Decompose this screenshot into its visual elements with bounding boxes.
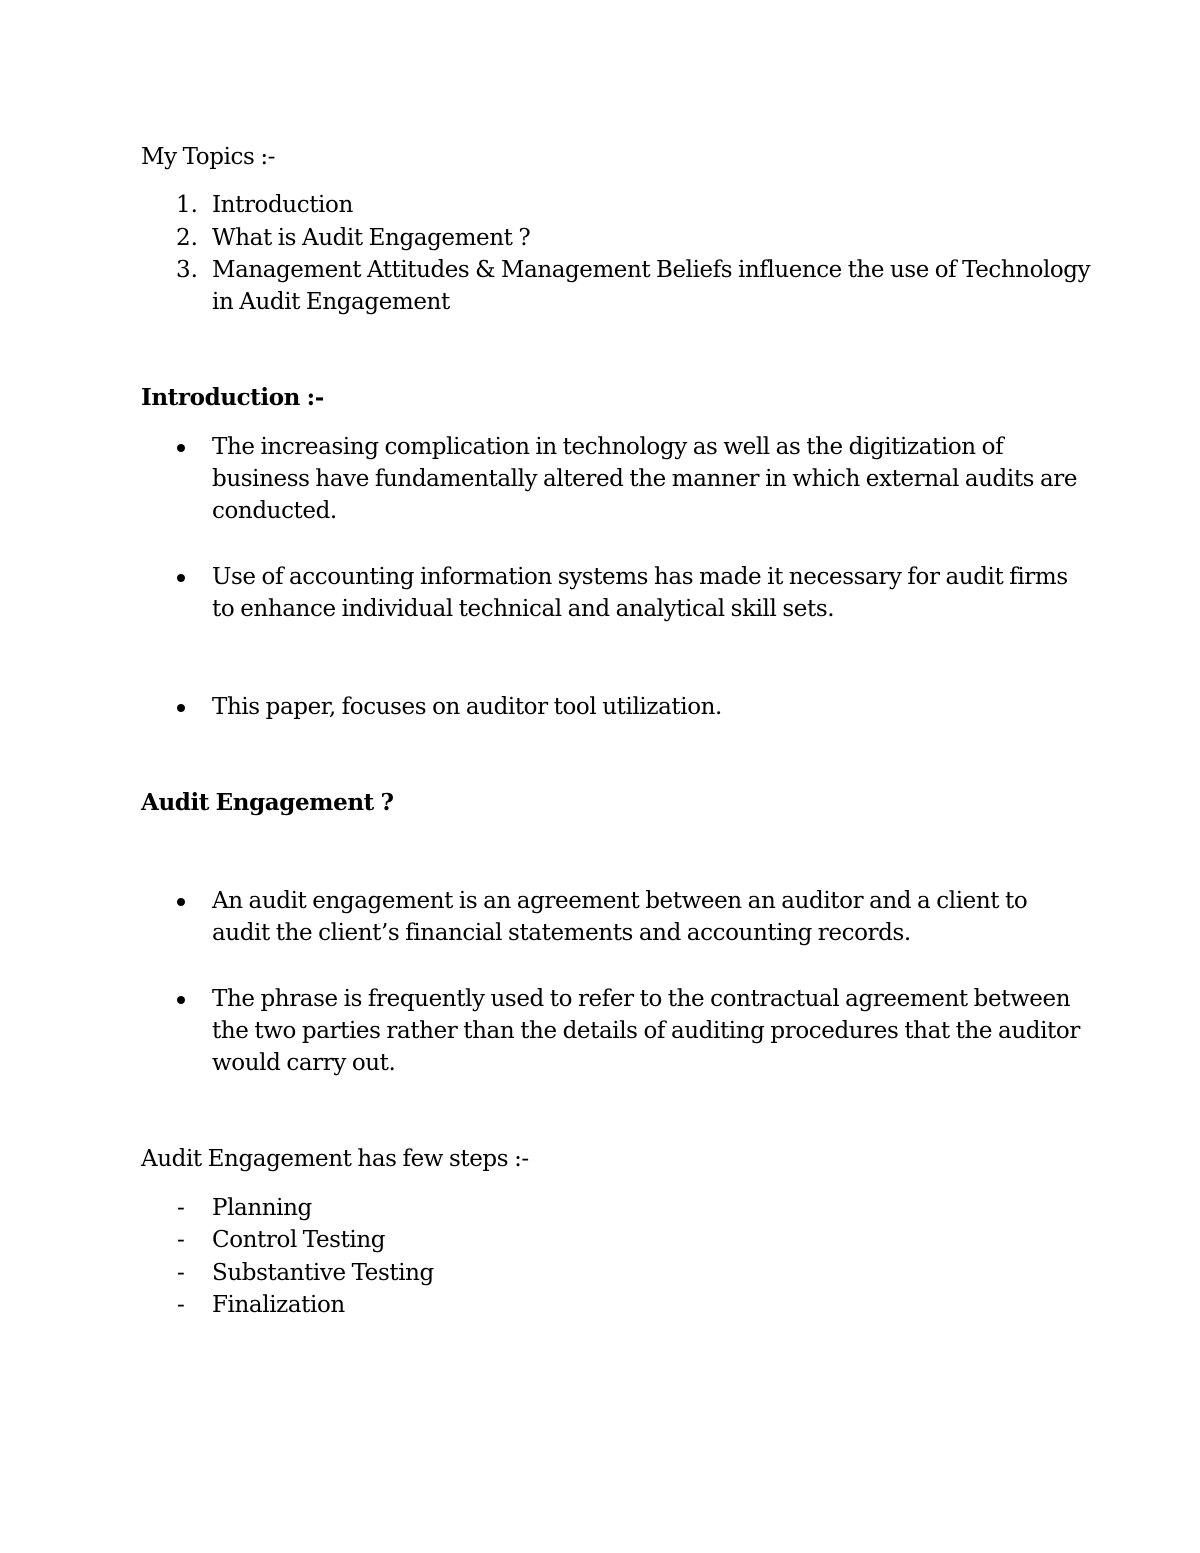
bullet-icon	[177, 704, 185, 712]
list-item-text: Use of accounting information systems has made it necessary for audit firms	[212, 564, 1068, 590]
topic-number: 2.	[176, 225, 198, 251]
bullet-icon	[177, 574, 185, 582]
list-item-text: Substantive Testing	[212, 1260, 434, 1286]
topic-text: What is Audit Engagement ?	[212, 225, 531, 251]
list-item-text: audit the client’s financial statements and accounting records.	[212, 920, 911, 946]
dash-marker: -	[177, 1227, 185, 1253]
list-item-text: business have fundamentally altered the manner in which external audits are	[212, 466, 1078, 492]
bullet-icon	[177, 996, 185, 1004]
bullet-icon	[177, 444, 185, 452]
list-item-text: Finalization	[212, 1292, 345, 1318]
list-item-text: conducted.	[212, 498, 337, 524]
audit-engagement-heading: Audit Engagement ?	[141, 789, 394, 816]
steps-heading: Audit Engagement has few steps :-	[141, 1146, 529, 1172]
list-item-text: The phrase is frequently used to refer to the contractual agreement between	[212, 986, 1071, 1012]
topic-text: Introduction	[212, 192, 353, 218]
list-item-text: An audit engagement is an agreement between an auditor and a client to	[212, 888, 1028, 914]
list-item-text: to enhance individual technical and analytical skill sets.	[212, 596, 835, 622]
dash-marker: -	[177, 1195, 185, 1221]
list-item-text: Control Testing	[212, 1227, 386, 1253]
list-item-text: the two parties rather than the details of auditing procedures that the auditor	[212, 1018, 1080, 1044]
list-item-text: This paper, focuses on auditor tool utilization.	[212, 694, 722, 720]
topic-number: 1.	[176, 192, 198, 218]
bullet-icon	[177, 898, 185, 906]
list-item-text: The increasing complication in technology as well as the digitization of	[212, 434, 1004, 460]
introduction-heading: Introduction :-	[141, 384, 324, 411]
list-item-text: Planning	[212, 1195, 312, 1221]
list-item-text: would carry out.	[212, 1050, 396, 1076]
topic-text: Management Attitudes & Management Beliefs influence the use of Technology	[212, 257, 1091, 283]
dash-marker: -	[177, 1292, 185, 1318]
topics-heading: My Topics :-	[141, 144, 276, 170]
dash-marker: -	[177, 1260, 185, 1286]
topic-text: in Audit Engagement	[212, 289, 450, 315]
topic-number: 3.	[176, 257, 198, 283]
